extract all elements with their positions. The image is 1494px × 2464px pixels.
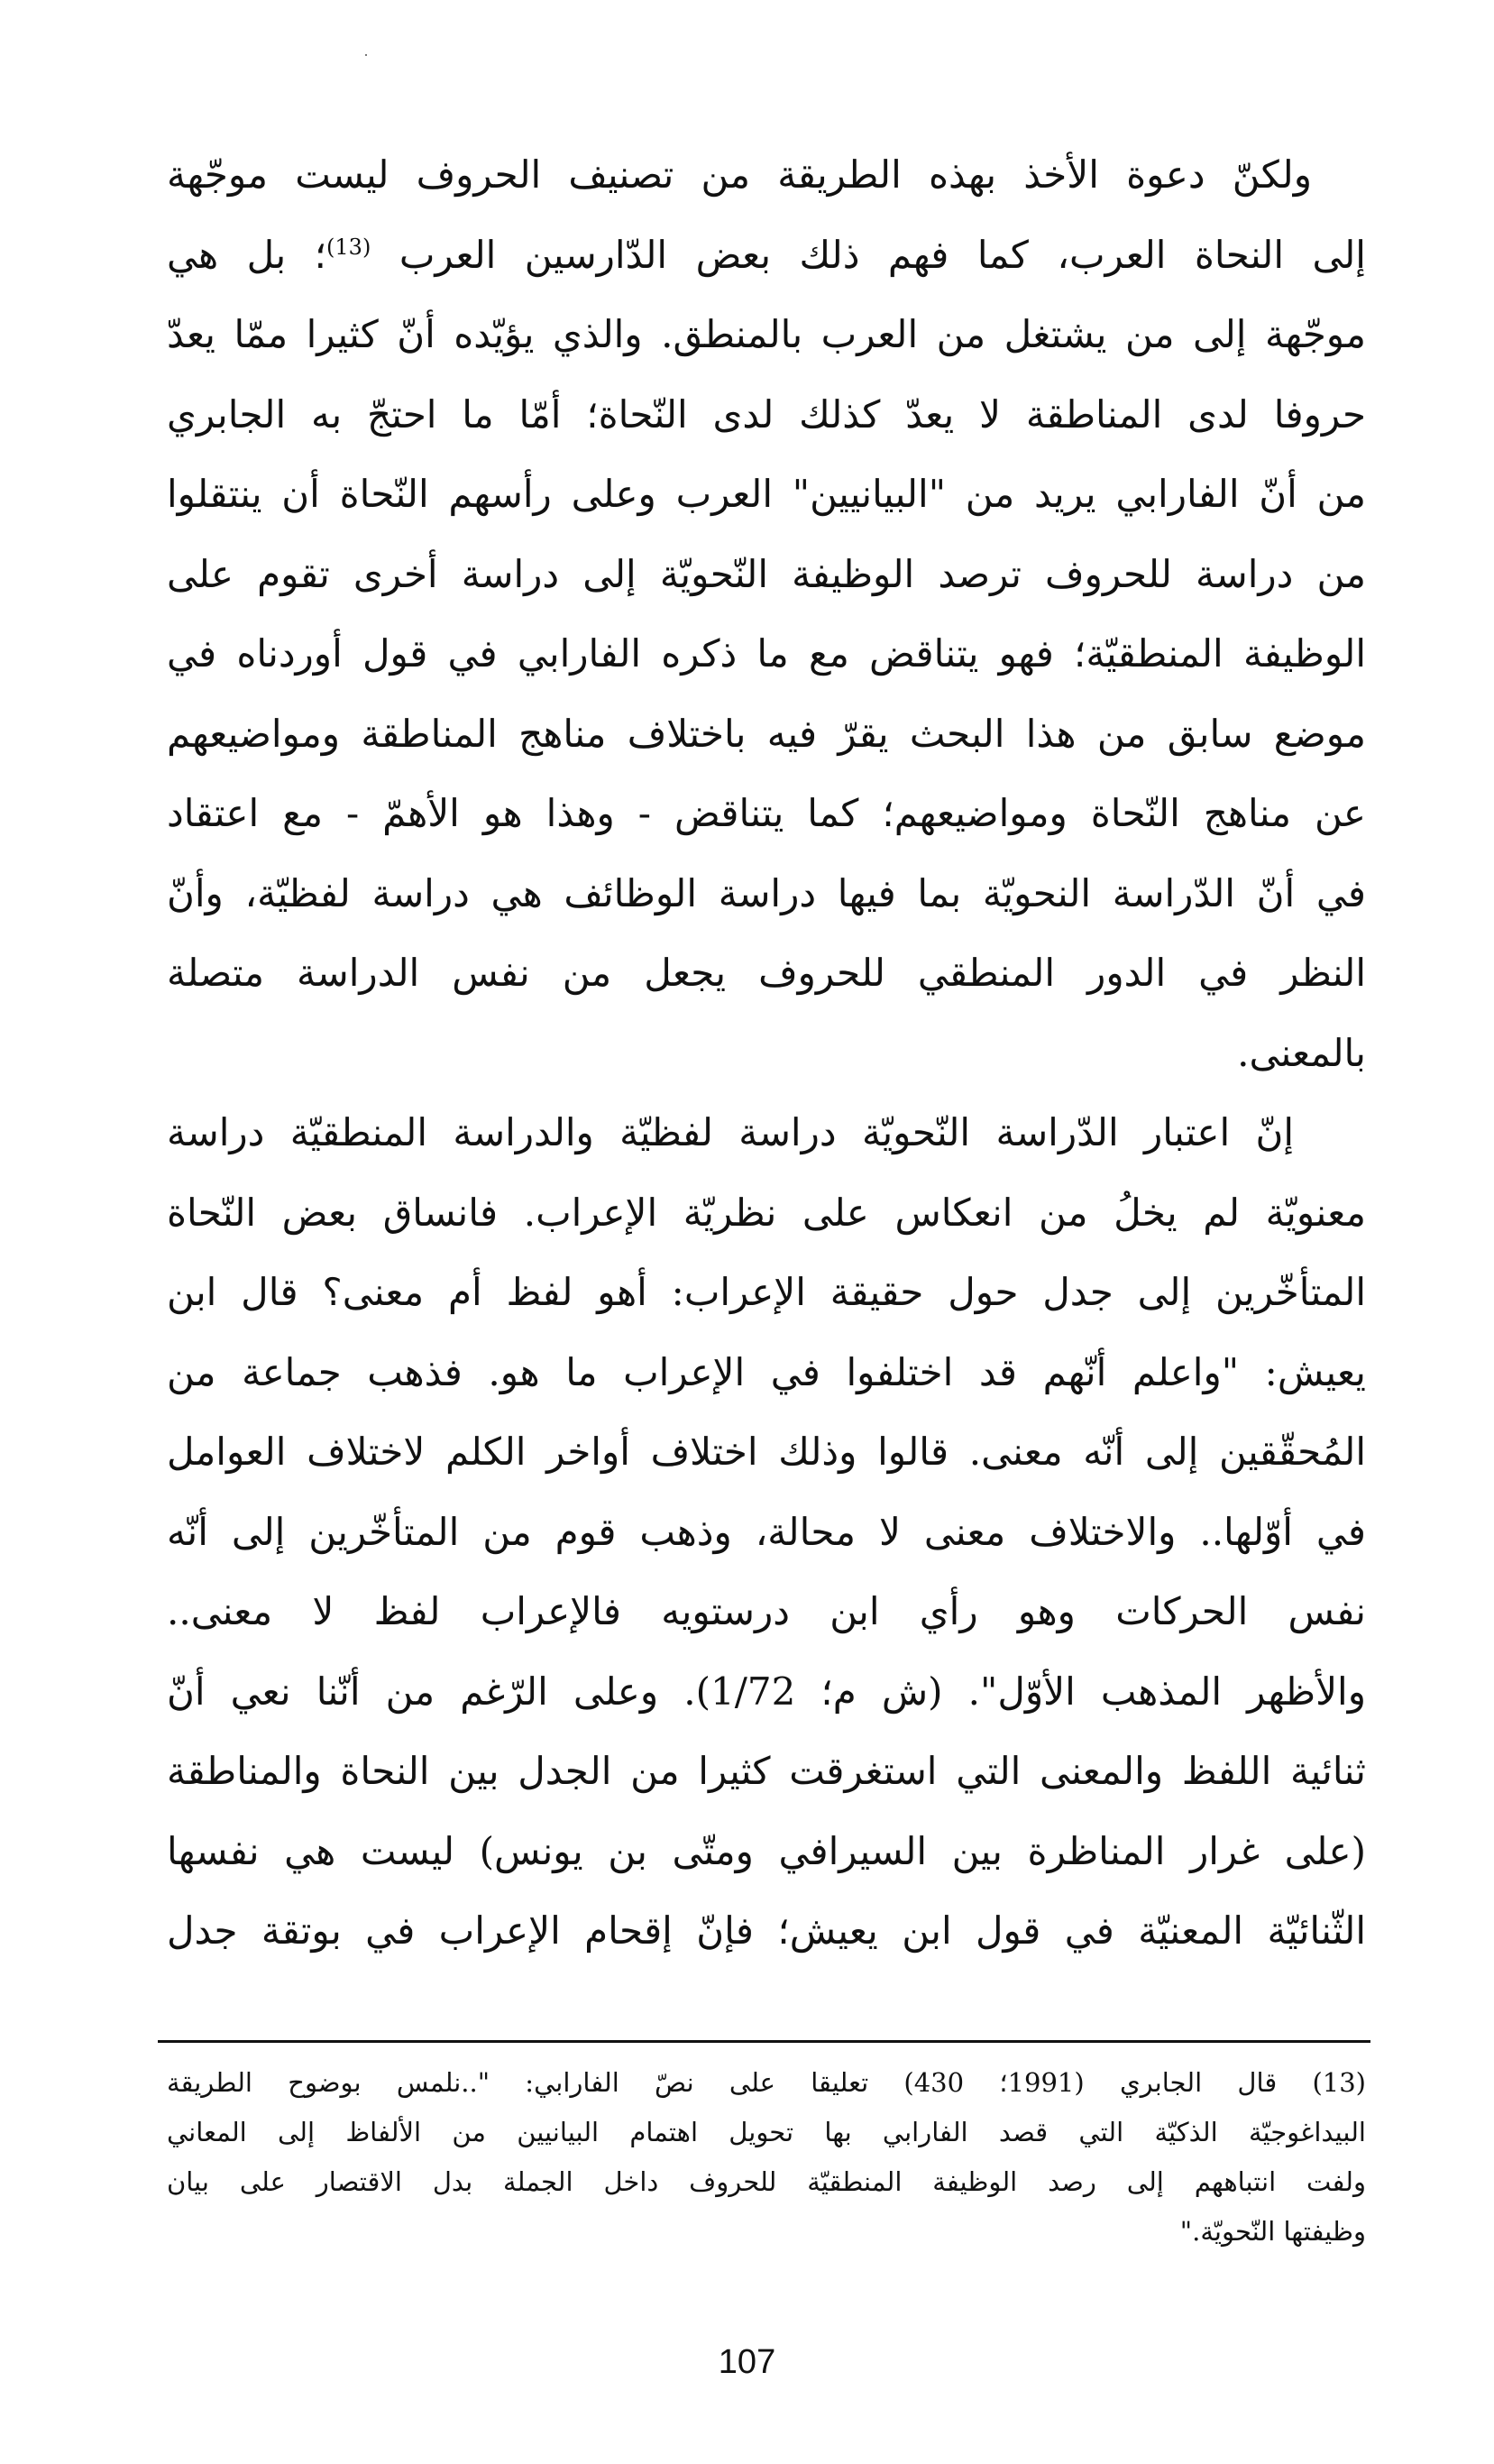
scan-speck <box>365 54 367 56</box>
text-line: النظر في الدور المنطقي للحروف يجعل من نفس الدراسة متصلة <box>167 951 1366 995</box>
text-line-segment: إلى النحاة العرب، كما فهم ذلك بعض الدّارسين العرب <box>399 232 1366 277</box>
text-line: في أنّ الدّراسة النحويّة بما فيها دراسة الوظائف هي دراسة لفظيّة، وأنّ <box>167 870 1366 915</box>
text-line: بالمعنى. <box>1237 1030 1366 1075</box>
footnote-line: (13) قال الجابري (1991؛ 430) تعليقا على نصّ الفارابي: "..نلمس بوضوح الطريقة <box>167 2067 1366 2098</box>
footnote-line: وظيفتها النّحويّة." <box>1179 2216 1366 2247</box>
text-line: من دراسة للحروف ترصد الوظيفة النّحويّة إلى دراسة أخرى تقوم على <box>167 551 1366 596</box>
text-line: في أوّلها.. والاختلاف معنى لا محالة، وذهب قوم من المتأخّرين إلى أنّه <box>167 1509 1366 1554</box>
text-line: إنّ اعتبار الدّراسة النّحويّة دراسة لفظيّة والدراسة المنطقيّة دراسة <box>167 1110 1294 1154</box>
footnote <box>167 2058 1366 2257</box>
footnote-line: البيداغوجيّة الذكيّة التي قصد الفارابي بها تحويل اهتمام البيانيين من الألفاظ إلى المعاني <box>167 2117 1366 2147</box>
text-line: معنويّة لم يخلُ من انعكاس على نظريّة الإعراب. فانساق بعض النّحاة <box>167 1190 1366 1235</box>
text-line: حروفا لدى المناطقة لا يعدّ كذلك لدى النّحاة؛ أمّا ما احتجّ به الجابري <box>167 391 1366 437</box>
text-line: ثنائية اللفظ والمعنى التي استغرقت كثيرا من الجدل بين النحاة والمناطقة <box>167 1749 1366 1793</box>
text-line: (على غرار المناظرة بين السيرافي ومتّى بن يونس) ليست هي نفسها <box>167 1828 1366 1873</box>
footnote-separator <box>158 2040 1370 2043</box>
text-line: ولكنّ دعوة الأخذ بهذه الطريقة من تصنيف الحروف ليست موجّهة <box>167 152 1312 197</box>
text-line: المتأخّرين إلى جدل حول حقيقة الإعراب: أهو لفظ أم معنى؟ قال ابن <box>167 1270 1366 1314</box>
text-line: يعيش: "واعلم أنّهم قد اختلفوا في الإعراب ما هو. فذهب جماعة من <box>167 1349 1366 1394</box>
footnote-reference[interactable]: (13) <box>326 234 371 260</box>
text-line: المُحقّقين إلى أنّه معنى. قالوا وذلك اختلاف أواخر الكلم لاختلاف العوامل <box>167 1430 1366 1474</box>
text-line: موجّهة إلى من يشتغل من العرب بالمنطق. والذي يؤيّده أنّ كثيرا ممّا يعدّ <box>167 312 1366 356</box>
text-line: عن مناهج النّحاة ومواضيعهم؛ كما يتناقض - وهذا هو الأهمّ - مع اعتقاد <box>167 791 1366 835</box>
text-line: الثّنائيّة المعنيّة في قول ابن يعيش؛ فإنّ إقحام الإعراب في بوتقة جدل <box>167 1908 1366 1953</box>
footnote-line: ولفت انتباههم إلى رصد الوظيفة المنطقيّة للحروف داخل الجملة بدل الاقتصار على بيان <box>167 2166 1366 2197</box>
text-line: موضع سابق من هذا البحث يقرّ فيه باختلاف مناهج المناطقة ومواضيعهم <box>167 711 1366 756</box>
text-line: من أنّ الفارابي يريد من "البيانيين" العرب وعلى رأسهم النّحاة أن ينتقلوا <box>167 472 1366 516</box>
text-line: الوظيفة المنطقيّة؛ فهو يتناقض مع ما ذكره الفارابي في قول أوردناه في <box>167 631 1367 676</box>
text-line-segment: ؛ بل هي <box>167 232 327 277</box>
text-line-with-footnote-ref <box>167 216 1366 296</box>
main-text <box>167 135 1366 1972</box>
text-line: نفس الحركات وهو رأي ابن درستويه فالإعراب لفظ لا معنى.. <box>167 1589 1366 1633</box>
page-number: 107 <box>718 2343 776 2381</box>
text-line: والأظهر المذهب الأوّل". (ش م؛ 1/72). وعلى الرّغم من أنّنا نعي أنّ <box>167 1669 1367 1714</box>
